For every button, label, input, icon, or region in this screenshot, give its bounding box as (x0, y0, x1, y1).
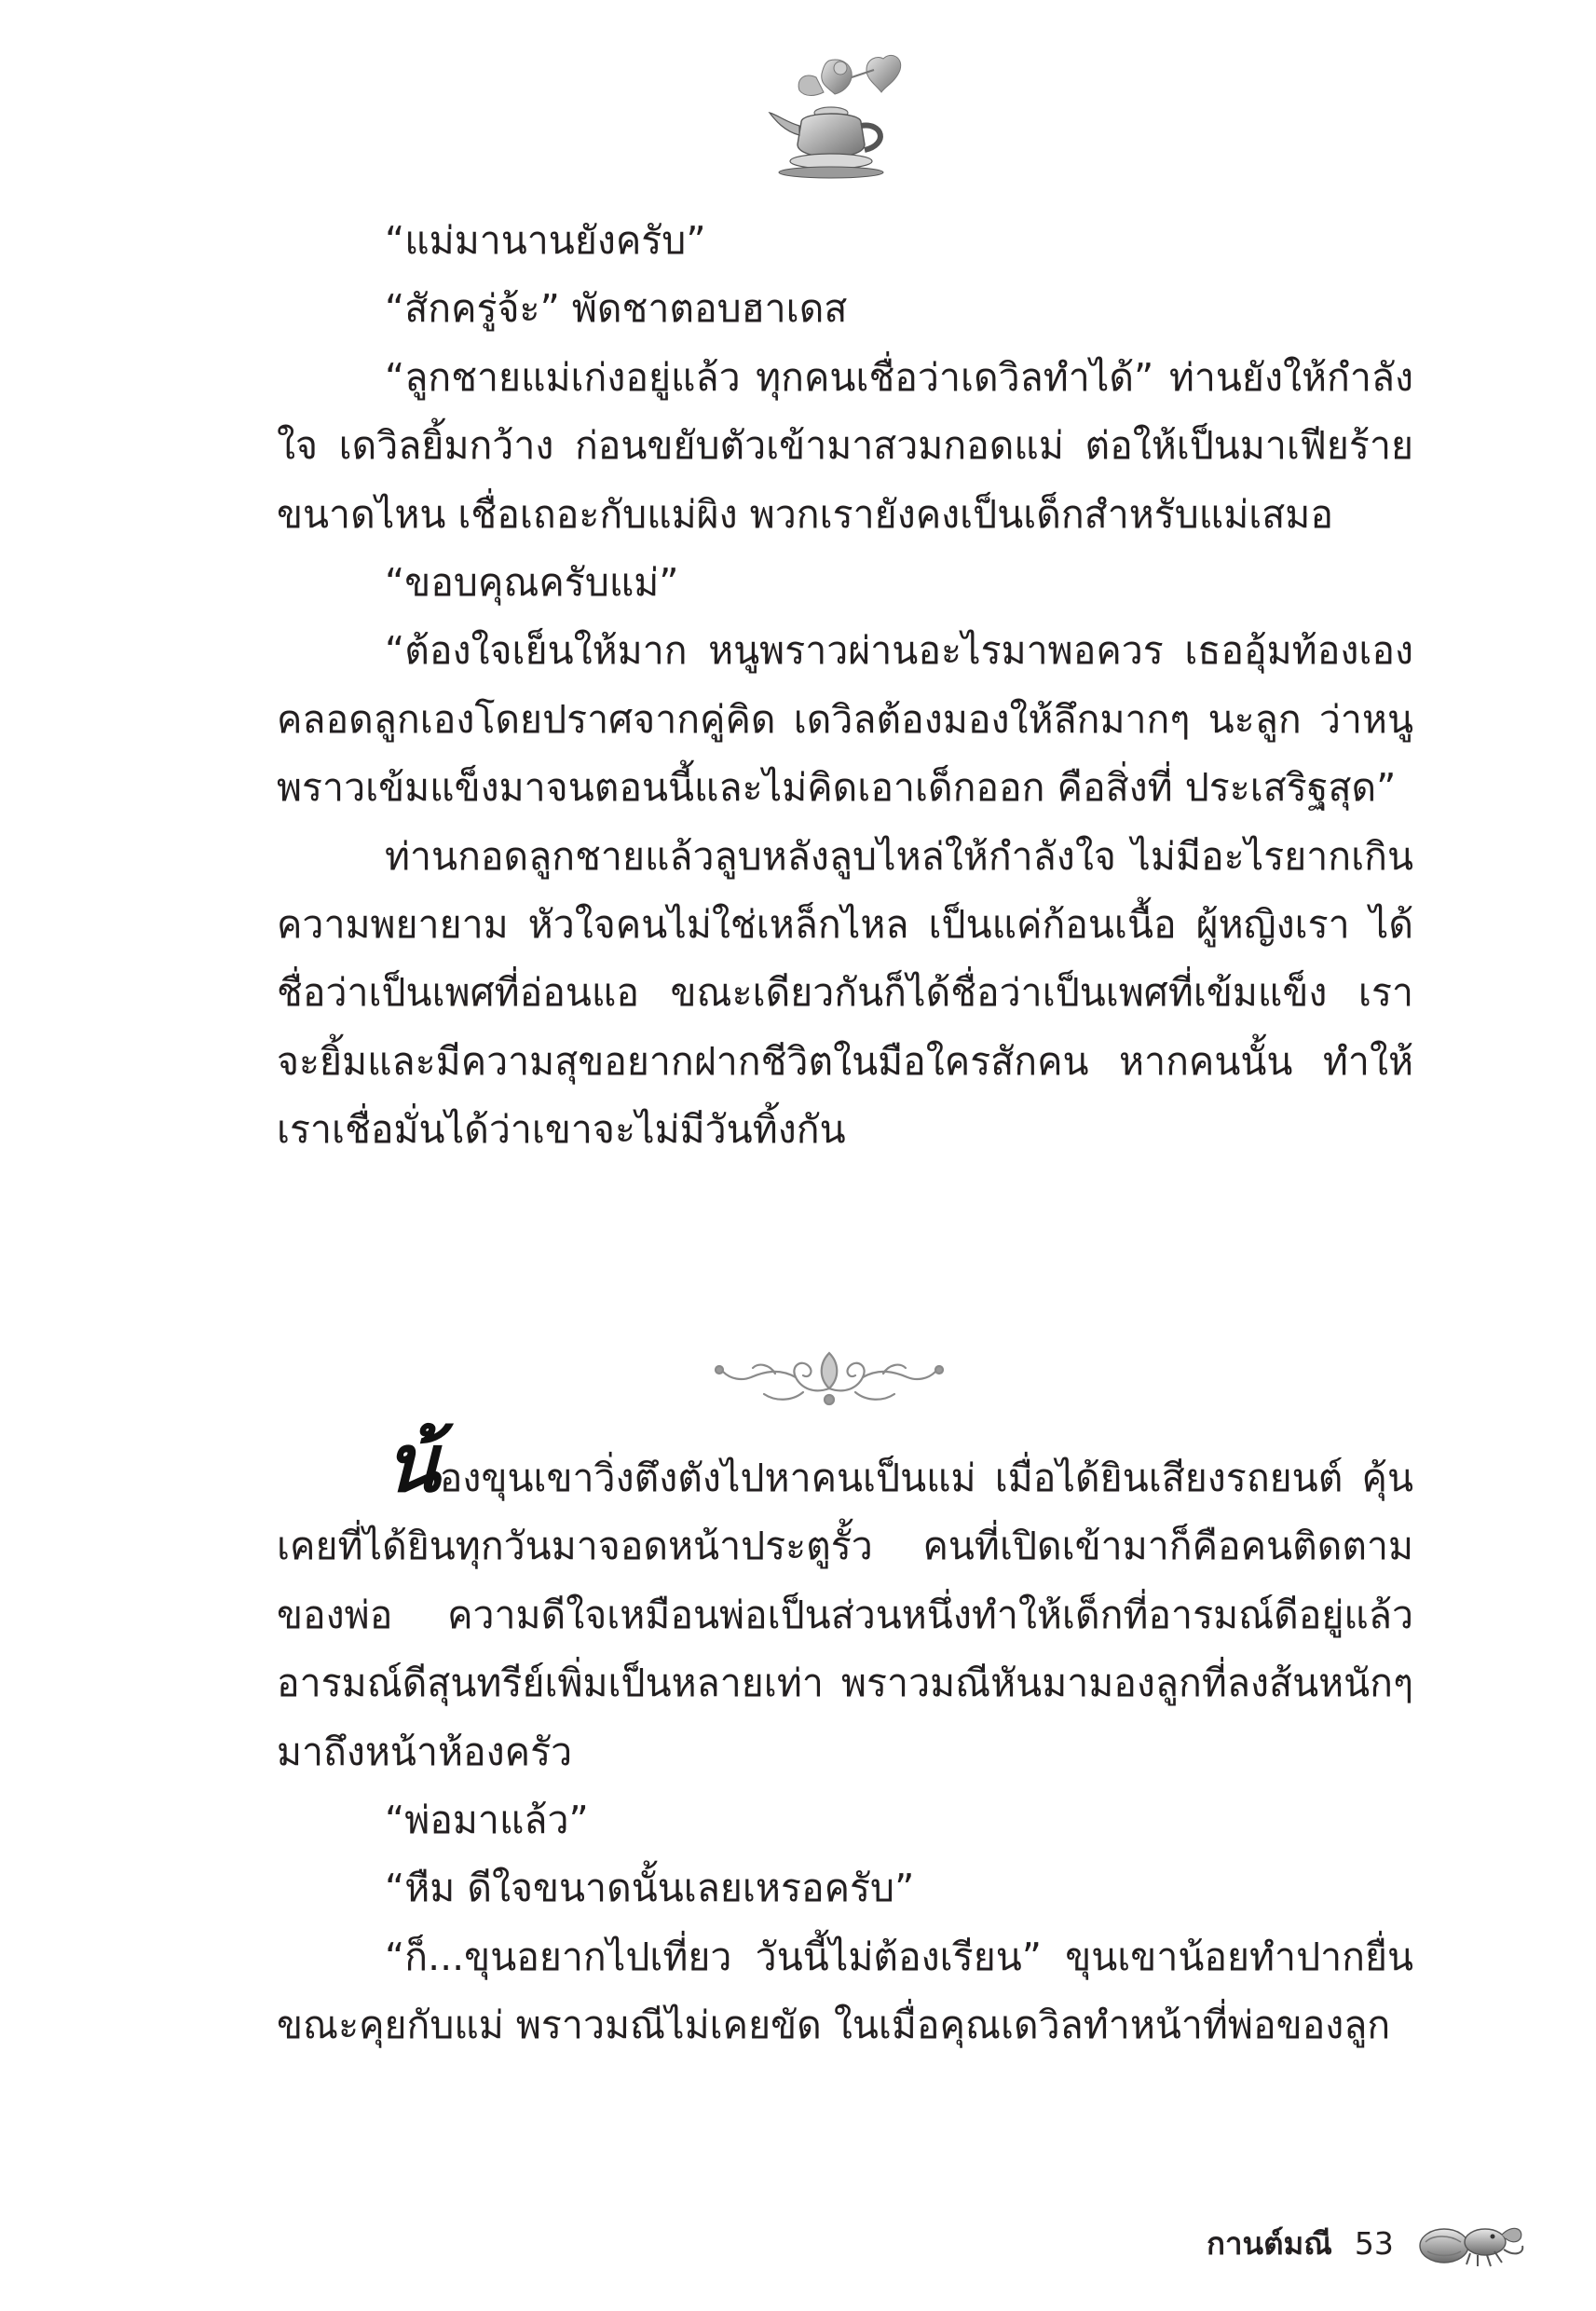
drop-cap: น้ (385, 1416, 440, 1511)
page-footer (1207, 2210, 1529, 2276)
book-title: กานต์มณี (1207, 2224, 1332, 2262)
paragraph: “ขอบคุณครับแม่” (385, 560, 679, 606)
text-block-upper (277, 207, 1413, 1165)
paragraph: “แม่มานานยังครับ” (385, 218, 706, 263)
paragraph: “ลูกชายแม่เก่งอยู่แล้ว ทุกคนเชื่อว่าเดวิลทำได้” ท่านยังให้กำลังใจ เดวิลยิ้มกว้าง ก่อนขยับตัวเข้ามาสวมกอดแม่ ต่อให้เป็นมาเฟียร้าย ขนาดไหน เชื่อเถอะกับแม่ผิง พวกเรายังคงเป็นเด็กสำหรับแม่เสมอ (277, 354, 1413, 537)
paragraph-drop-cap (277, 1416, 1413, 1786)
paragraph: “พ่อมาแล้ว” (385, 1798, 589, 1843)
paragraph: ท่านกอดลูกชายแล้วลูบหลังลูบไหล่ให้กำลังใจ ไม่มีอะไรยากเกิน ความพยายาม หัวใจคนไม่ใช่เหล็กไหล เป็นแค่ก้อนเนื้อ ผู้หญิงเรา ได้ชื่อว่าเป็นเพศที่อ่อนแอ ขณะเดียวกันก็ได้ชื่อว่าเป็นเพศที่เข้มแข็ง เราจะยิ้มและมีความสุขอยากฝากชีวิตในมือใครสักคน หากคนนั้น ทำให้เราเชื่อมั่นได้ว่าเขาจะไม่มีวันทิ้งกัน (277, 833, 1413, 1153)
text-block-lower (277, 1416, 1413, 2060)
floral-divider-ornament-icon (710, 1340, 948, 1415)
crab-ornament-icon (1412, 2214, 1529, 2272)
paragraph: “หืม ดีใจขนาดนั้นเลยเหรอครับ” (385, 1866, 915, 1911)
cupid-teapot-ornament-icon (764, 51, 908, 182)
paragraph: “ต้องใจเย็นให้มาก หนูพราวผ่านอะไรมาพอควร เธออุ้มท้องเอง คลอดลูกเองโดยปราศจากคู่คิด เดวิลต้องมองให้ลึกมากๆ นะลูก ว่าหนูพราวเข้มแข็งมาจนตอนนี้และไม่คิดเอาเด็กออก คือสิ่งที่ ประเสริฐสุด” (277, 628, 1413, 811)
page-number: 53 (1354, 2224, 1394, 2262)
paragraph-text: องขุนเขาวิ่งตึงตังไปหาคนเป็นแม่ เมื่อได้ยินเสียงรถยนต์ คุ้นเคยที่ได้ยินทุกวันมาจอดหน้าประตูรั้ว คนที่เปิดเข้ามาก็คือคนติดตาม ของพ่อ ความดีใจเหมือนพ่อเป็นส่วนหนึ่งทำให้เด็กที่อารมณ์ดีอยู่แล้ว อารมณ์ดีสุนทรีย์เพิ่มเป็นหลายเท่า พราวมณีหันมามองลูกที่ลงส้นหนักๆ มาถึงหน้าห้องครัว (277, 1456, 1413, 1774)
paragraph: “ก็...ขุนอยากไปเที่ยว วันนี้ไม่ต้องเรียน” ขุนเขาน้อยทำปากยื่น ขณะคุยกับแม่ พราวมณีไม่เคยขัด ในเมื่อคุณเดวิลทำหน้าที่พ่อของลูก (277, 1934, 1413, 2048)
paragraph: “สักครู่จ้ะ” พัดชาตอบฮาเดส (385, 286, 848, 332)
